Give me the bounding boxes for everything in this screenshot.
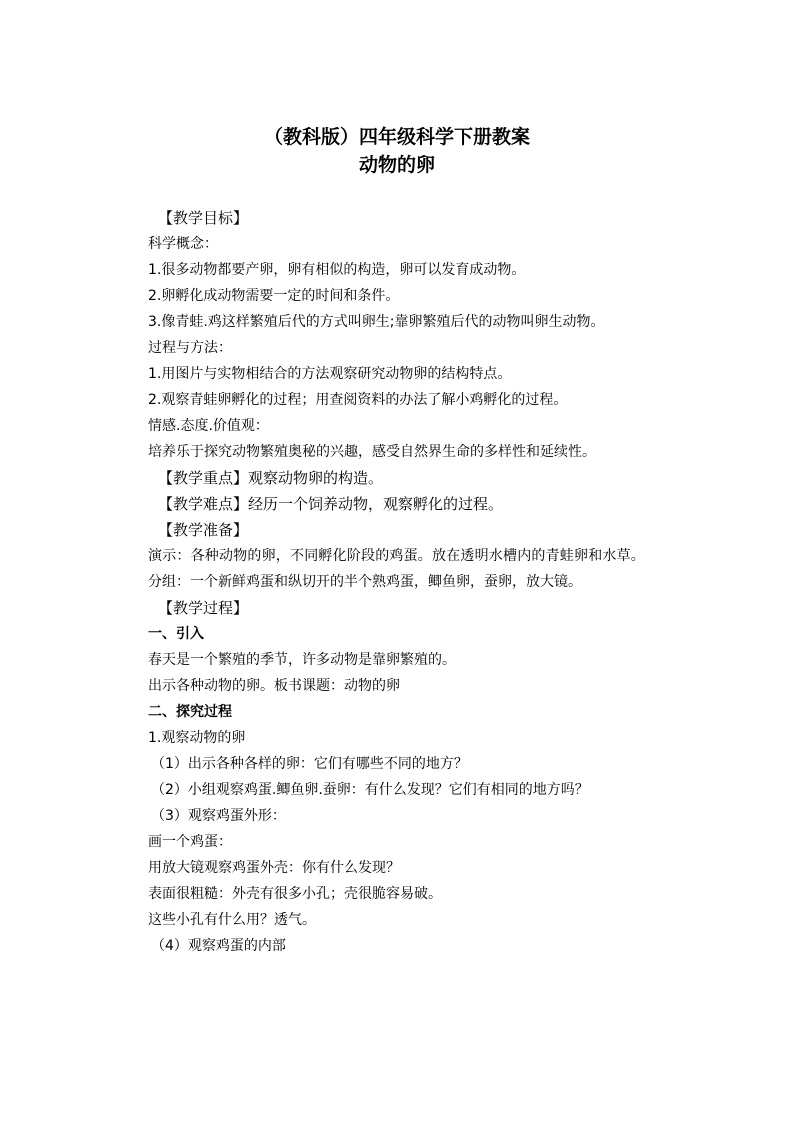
- paragraph-line: 表面很粗糙：外壳有很多小孔；壳很脆容易破。: [148, 886, 442, 902]
- paragraph-line: 过程与方法：: [148, 340, 232, 356]
- paragraph-line: 1.观察动物的卵: [148, 730, 246, 746]
- section-heading-difficulty: 【教学难点】经历一个饲养动物，观察孵化的过程。: [158, 495, 504, 513]
- section-heading-key-point: 【教学重点】观察动物卵的构造。: [158, 469, 384, 487]
- document-subtitle: 动物的卵: [358, 154, 435, 176]
- paragraph-line: 分组：一个新鲜鸡蛋和纵切开的半个熟鸡蛋，鲫鱼卵，蚕卵，放大镜。: [148, 574, 582, 590]
- paragraph-line: 春天是一个繁殖的季节，许多动物是靠卵繁殖的。: [148, 652, 456, 668]
- paragraph-line: 画一个鸡蛋：: [148, 834, 232, 850]
- paragraph-line: 培养乐于探究动物繁殖奥秘的兴趣，感受自然界生命的多样性和延续性。: [148, 444, 596, 460]
- paragraph-line: 情感.态度.价值观：: [148, 418, 269, 434]
- paragraph-line: 科学概念：: [148, 236, 218, 252]
- paragraph-wrapped: 演示：各种动物的卵，不同孵化阶段的鸡蛋。放在透明水槽内的青蛙卵和水草。: [148, 548, 645, 564]
- subsection-heading-intro: 一、引入: [148, 626, 204, 642]
- paragraph-line: 3.像青蛙.鸡这样繁殖后代的方式叫卵生;靠卵繁殖后代的动物叫卵生动物。: [148, 314, 605, 330]
- section-heading-preparation: 【教学准备】: [158, 521, 249, 539]
- document-title: （教科版）四年级科学下册教案: [263, 126, 530, 148]
- numbered-line: （4）观察鸡蛋的内部: [151, 938, 286, 954]
- paragraph-line: 1.用图片与实物相结合的方法观察研究动物卵的结构特点。: [148, 366, 512, 382]
- paragraph-line: 2.观察青蛙卵孵化的过程；用查阅资料的办法了解小鸡孵化的过程。: [148, 392, 568, 408]
- paragraph-line: 2.卵孵化成动物需要一定的时间和条件。: [148, 288, 400, 304]
- numbered-line: （2）小组观察鸡蛋.鲫鱼卵.蚕卵：有什么发现？它们有相同的地方吗？: [151, 782, 589, 798]
- paragraph-line: 1.很多动物都要产卵，卵有相似的构造，卵可以发育成动物。: [148, 262, 526, 278]
- paragraph-line: 这些小孔有什么用？透气。: [148, 912, 316, 928]
- subsection-heading-explore: 二、探究过程: [148, 704, 232, 720]
- document-body: [118, 205, 680, 959]
- section-heading-process: 【教学过程】: [158, 599, 249, 617]
- paragraph-line: 用放大镜观察鸡蛋外壳：你有什么发现？: [148, 860, 400, 876]
- paragraph-line: 出示各种动物的卵。板书课题：动物的卵: [148, 678, 400, 694]
- numbered-line: （3）观察鸡蛋外形：: [151, 808, 286, 824]
- section-heading-objectives: 【教学目标】: [158, 209, 249, 227]
- numbered-line: （1）出示各种各样的卵：它们有哪些不同的地方？: [151, 756, 468, 772]
